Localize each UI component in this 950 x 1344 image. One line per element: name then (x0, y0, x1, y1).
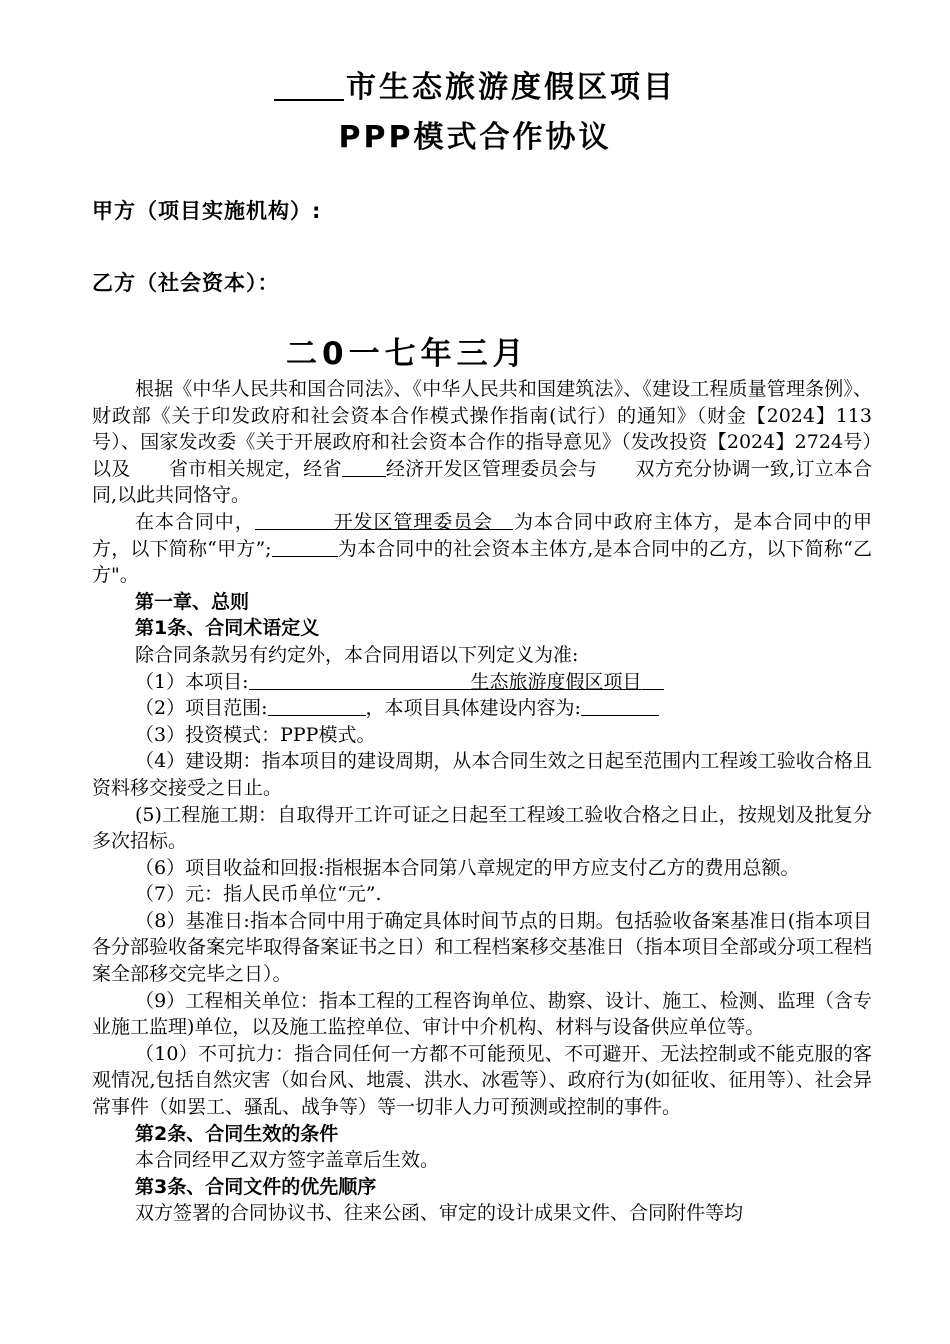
article-1-intro: 除合同条款另有约定外，本合同用语以下列定义为准: (135, 643, 579, 666)
article-3-heading: 第3条、合同文件的优先顺序 (135, 1175, 377, 1198)
preamble-paragraph: 根据《中华人民共和国合同法》、《中华人民共和国建筑法》、《建设工程质量管理条例》、财政部《关于印发政府和社会资本合作模式操作指南(试行）的通知》（财金【2024】113号）、国家发改委《关于开展政府和社会资本合作的指导意见》（发改投资【2024】2724号）以及 省市相关规定，经省 经济开发区管理委员会与 双方充分协调一致,订立本合同,以此共同恪守。 (92, 378, 872, 507)
document-body (92, 376, 872, 1227)
party-a-label: 甲方（项目实施机构）: (92, 199, 322, 223)
content-blank (581, 696, 659, 716)
government-party-name: 开发区管理委员会 (332, 510, 494, 533)
article-2-text: 本合同经甲乙双方签字盖章后生效。 (135, 1149, 440, 1172)
province-blank (342, 457, 386, 477)
definition-base-date: （8）基准日:指本合同中用于确定具体时间节点的日期。包括验收备案基准日(指本项目各分部验收备案完毕取得备案证书之日）和工程档案移交基准日（指本项目全部或分项工程档案全部移交完毕之日）。 (92, 909, 872, 986)
article-3-text: 双方签署的合同协议书、往来公函、审定的设计成果文件、合同附件等均 (135, 1202, 744, 1225)
definition-force-majeure: （10）不可抗力：指合同任何一方都不可能预见、不可避开、无法控制或不能克服的客观情况,包括自然灾害（如台风、地震、洪水、冰雹等）、政府行为(如征收、征用等）、社会异常事件（如罢工、骚乱、战争等）等一切非人力可预测或控制的事件。 (92, 1042, 872, 1119)
definition-investment-mode: （3）投资模式：PPP模式。 (135, 723, 376, 746)
project-name: 生态旅游度假区项目 (470, 670, 642, 693)
document-date: 二0一七年三月 (286, 336, 529, 372)
definition-project: （1）本项目: 生态旅游度假区项目 (92, 669, 872, 696)
definition-construction-period: （4）建设期：指本项目的建设周期，从本合同生效之日起至范围内工程竣工验收合格且资料移交接受之日止。 (92, 750, 872, 799)
article-1-heading: 第1条、合同术语定义 (135, 617, 320, 640)
article-2-heading: 第2条、合同生效的条件 (135, 1122, 339, 1145)
definition-currency: （7）元：指人民币单位“元”. (135, 883, 382, 906)
document-title-line-1: 市生态旅游度假区项目 (0, 68, 950, 108)
scope-blank (268, 696, 366, 716)
parties-definition-paragraph: 在本合同中， 开发区管理委员会 为本合同中政府主体方，是本合同中的甲方，以下简称“甲方”; 为本合同中的社会资本主体方,是本合同中的乙方，以下简称“乙方"。 (92, 510, 872, 587)
city-blank (274, 69, 344, 101)
document-title-line-2: PPP模式合作协议 (338, 120, 612, 155)
definition-construction-time: (5)工程施工期：自取得开工许可证之日起至工程竣工验收合格之日止，按规划及批复分多次招标。 (92, 803, 872, 853)
definition-revenue: （6）项目收益和回报:指根据本合同第八章规定的甲方应支付乙方的费用总额。 (135, 856, 800, 879)
definition-related-units: （9）工程相关单位：指本工程的工程咨询单位、勘察、设计、施工、检测、监理（含专业施工监理)单位，以及施工监控单位、审计中介机构、材料与设备供应单位等。 (92, 989, 872, 1039)
definition-scope: （2）项目范围: ，本项目具体建设内容为: (92, 695, 872, 722)
party-b-label: 乙方（社会资本）： (92, 271, 280, 295)
chapter-1-heading: 第一章、总则 (135, 590, 250, 613)
social-capital-blank (272, 537, 338, 557)
zone-blank (255, 510, 333, 530)
